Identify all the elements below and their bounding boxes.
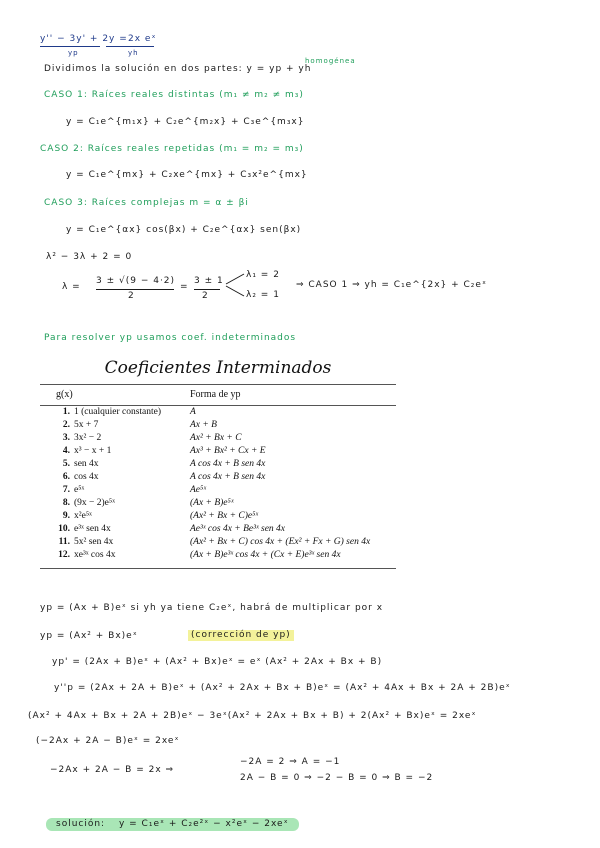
table-row: 6. cos 4x A cos 4x + B sen 4x xyxy=(62,472,266,482)
ode-rhs: 2x eˣ xyxy=(128,34,157,44)
table-row: 8. (9x − 2)e⁵ˣ (Ax + B)e⁵ˣ xyxy=(62,498,234,508)
label-yh: yh xyxy=(128,49,139,57)
coefficients-table xyxy=(40,356,396,570)
table-row: 1. 1 (cualquier constante) A xyxy=(62,407,196,417)
table-row: 12. xe³ˣ cos 4x (Ax + B)e³ˣ cos 4x + (Cx + E)e³ˣ sen 4x xyxy=(58,550,341,560)
case-2-formula: y = C₁e^{mx} + C₂xe^{mx} + C₃x²e^{mx} xyxy=(66,170,308,180)
simplified-equation: (−2Ax + 2A − B)eˣ = 2xeˣ xyxy=(36,736,180,746)
underline-yp xyxy=(40,46,100,47)
quadratic-bar xyxy=(96,289,174,290)
system-equation-1: −2A = 2 ⇒ A = −1 xyxy=(240,757,341,767)
simplified-numerator: 3 ± 1 xyxy=(194,276,224,286)
case-1-formula: y = C₁e^{m₁x} + C₂e^{m₂x} + C₃e^{m₃x} xyxy=(66,117,305,127)
table-row: 5. sen 4x A cos 4x + B sen 4x xyxy=(62,459,266,469)
table-footer-rule xyxy=(40,568,396,569)
yp-correction-note: (corrección de yp) xyxy=(188,630,294,641)
intro-text: Dividimos la solución en dos partes: y = yp + yh xyxy=(44,64,312,74)
table-row: 11. 5x² sen 4x (Ax² + Bx + C) cos 4x + (Ex² + Fx + G) sen 4x xyxy=(58,537,371,547)
characteristic-equation: λ² − 3λ + 2 = 0 xyxy=(46,252,133,262)
homogeneous-solution: ⇒ CASO 1 ⇒ yh = C₁e^{2x} + C₂eˣ xyxy=(296,280,487,290)
quadratic-numerator: 3 ± √(9 − 4·2) xyxy=(96,276,176,286)
case-3-title: CASO 3: Raíces complejas m = α ± βi xyxy=(44,198,249,208)
final-solution xyxy=(46,818,299,831)
case-1-title: CASO 1: Raíces reales distintas (m₁ ≠ m₂ ≠ m₃) xyxy=(44,90,304,100)
table-header xyxy=(40,384,396,406)
table-row: 7. e⁵ˣ Ae⁵ˣ xyxy=(62,485,207,495)
table-row: 9. x²e⁵ˣ (Ax² + Bx + C)e⁵ˣ xyxy=(62,511,259,521)
case-2-title: CASO 2: Raíces reales repetidas (m₁ = m₂ = m₃) xyxy=(40,144,304,154)
yp-first-derivative: yp' = (2Ax + B)eˣ + (Ax² + Bx)eˣ = eˣ (Ax² + 2Ax + Bx + B) xyxy=(52,657,383,667)
table-row: 3. 3x² − 2 Ax² + Bx + C xyxy=(62,433,242,443)
substitution: (Ax² + 4Ax + Bx + 2A + 2B)eˣ − 3eˣ(Ax² + 2Ax + Bx + B) + 2(Ax² + Bx)eˣ = 2xeˣ xyxy=(28,711,477,721)
solution-expression: y = C₁eˣ + C₂e²ˣ − x²eˣ − 2xeˣ xyxy=(118,819,289,829)
method-note: Para resolver yp usamos coef. indeterminados xyxy=(44,333,297,343)
simplified-bar xyxy=(194,289,220,290)
quadratic-denominator: 2 xyxy=(128,291,135,301)
system-equation-2: 2A − B = 0 ⇒ −2 − B = 0 ⇒ B = −2 xyxy=(240,773,434,783)
root-1: λ₁ = 2 xyxy=(246,270,280,280)
case-3-formula: y = C₁e^{αx} cos(βx) + C₂e^{αx} sen(βx) xyxy=(66,225,302,235)
table-title: Coeficientes Interminados xyxy=(104,358,332,378)
solution-label: solución: xyxy=(56,819,106,829)
yp-trial: yp = (Ax + B)eˣ si yh ya tiene C₂eˣ, habrá de multiplicar por x xyxy=(40,603,384,613)
table-row: 10. e³ˣ sen 4x Ae³ˣ cos 4x + Be³ˣ sen 4x xyxy=(58,524,286,534)
yp-corrected: yp = (Ax² + Bx)eˣ xyxy=(40,631,138,641)
equals-sign: = xyxy=(180,282,189,292)
root-2: λ₂ = 1 xyxy=(246,290,280,300)
table-row: 4. x³ − x + 1 Ax³ + Bx² + Cx + E xyxy=(62,446,266,456)
ode-lhs: y'' − 3y' + 2y = xyxy=(40,34,128,44)
column-g: g(x) xyxy=(56,389,73,400)
underline-yh xyxy=(106,46,154,47)
label-yp: yp xyxy=(68,49,79,57)
lambda-lhs: λ = xyxy=(62,282,81,292)
coefficient-equation: −2Ax + 2A − B = 2x ⇒ xyxy=(50,765,175,775)
yp-second-derivative: y''p = (2Ax + 2A + B)eˣ + (Ax² + 2Ax + Bx + B)eˣ = (Ax² + 4Ax + Bx + 2A + 2B)eˣ xyxy=(54,683,511,693)
column-form: Forma de yp xyxy=(190,389,241,400)
table-row: 2. 5x + 7 Ax + B xyxy=(62,420,217,430)
simplified-denominator: 2 xyxy=(202,291,209,301)
note-homogenea: homogénea xyxy=(305,57,356,65)
